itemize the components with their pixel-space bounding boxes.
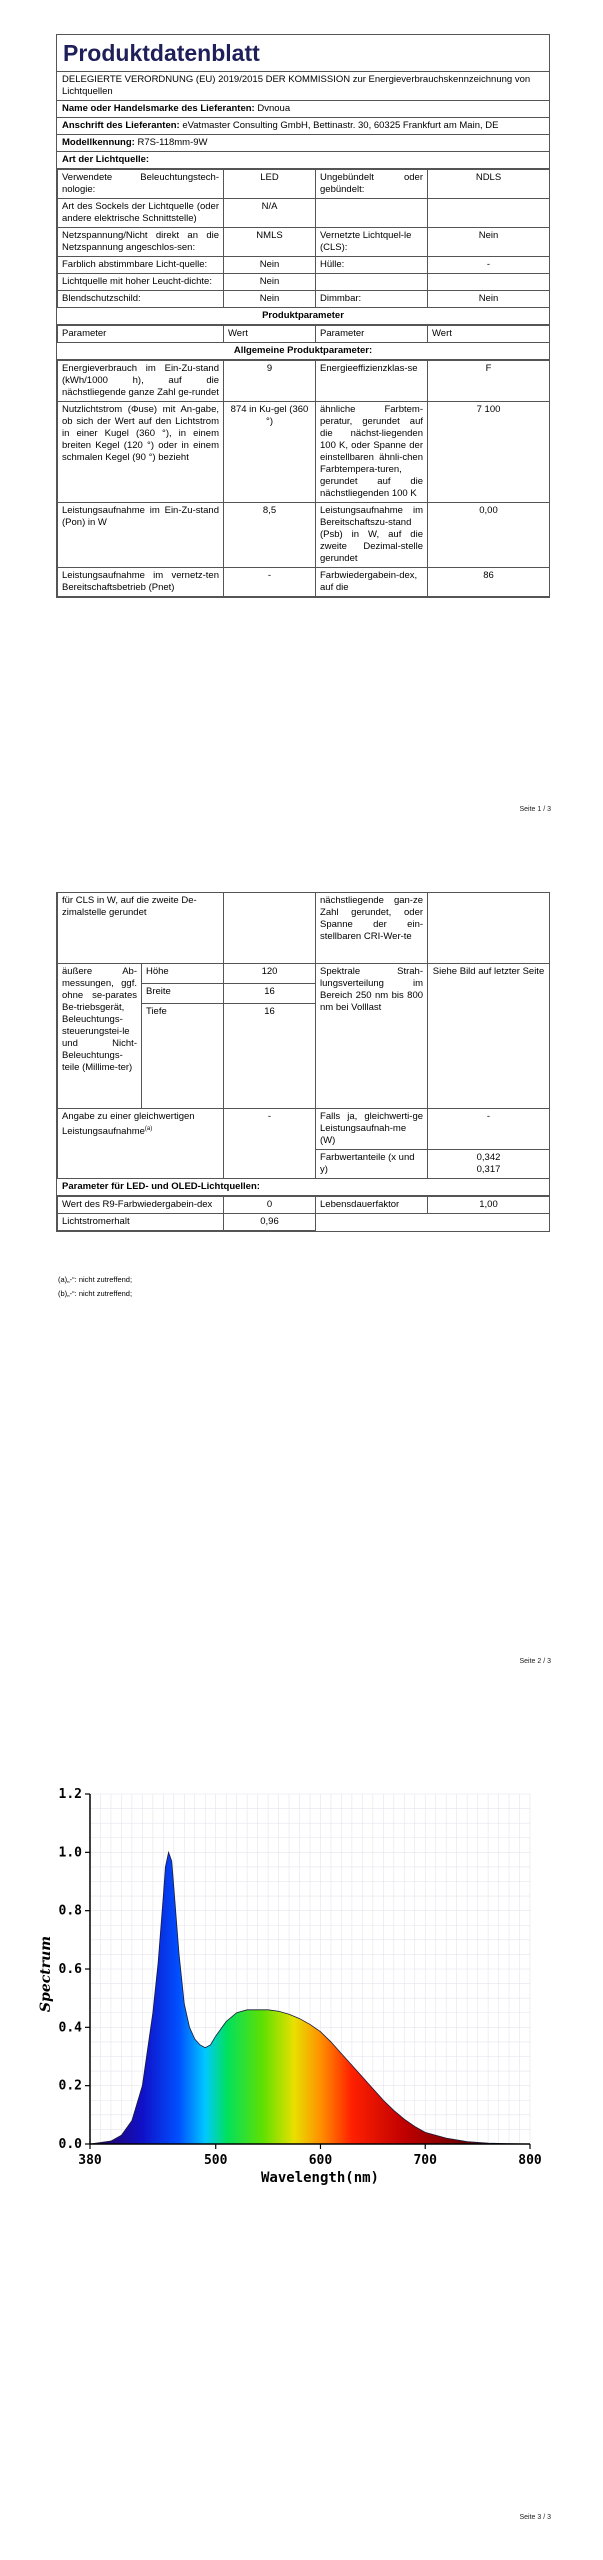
page-number: Seite 3 / 3 [519,2514,551,2521]
footnote-marker: (a) [144,1126,153,1132]
dimension-value: 16 [224,984,316,1004]
led-parameters-table [57,1196,550,1231]
row-value: Nein [224,274,316,291]
lumen-maintenance-value: 0,96 [224,1214,316,1231]
chromaticity-x: 0,342 [476,1152,501,1163]
equivalent-power-value: - [224,1109,316,1179]
claimed-power-label: Falls ja, gleichwerti-ge Leistungsaufnah-me (W) [316,1109,428,1150]
table-row [58,503,550,568]
table-row [58,1109,550,1150]
param-value: 86 [428,568,550,597]
chromaticity-label: Farbwertanteile (x und y) [316,1150,428,1179]
table-row [58,1214,550,1231]
y-tick-label: 0.8 [58,1903,82,1919]
dimensions-label: äußere Ab-messungen, ggf. ohne se-parates Be-triebsgerät, Beleuchtungs-steuerungstei-le und Nicht-Beleuchtungs-teile (Millime-ter) [58,964,142,1109]
row-value: NDLS [428,170,550,199]
y-tick-label: 0.6 [58,1962,82,1977]
led-parameters-header: Parameter für LED- und OLED-Lichtquellen: [57,1179,549,1196]
row-label: Ungebündelt oder gebündelt: [316,170,428,199]
x-tick-label: 600 [308,2153,333,2168]
lumen-maintenance-label: Lichtstromerhalt [58,1214,224,1231]
row-label: Farblich abstimmbare Licht-quelle: [58,257,224,274]
chromaticity-values [428,1150,550,1179]
footnote-a: (a)„-“: nicht zutreffend; [58,1275,133,1284]
dimension-name: Höhe [142,964,224,984]
param-label: Energieeffizienzklas-se [316,361,428,402]
table-row [58,964,550,984]
table-header-row [58,326,550,343]
model-value: R7S-118mm-9W [137,137,208,148]
param-value: 0,00 [428,503,550,568]
general-parameters-table [57,360,550,597]
general-parameters-header: Allgemeine Produktparameter: [57,343,549,360]
param-label: nächstliegende gan-ze Zahl gerundet, oder Spanne der ein-stellbaren CRI-Wer-te [316,893,428,964]
row-label [316,199,428,228]
row-value: Nein [224,291,316,308]
row-value: NMLS [224,228,316,257]
row-value: - [428,257,550,274]
table-row [58,199,550,228]
claimed-power-value: - [428,1109,550,1150]
supplier-line [57,101,549,118]
table-row [58,1197,550,1214]
param-label: Energieverbrauch im Ein-Zu-stand (kWh/1000 h), auf die nächstliegende ganze Zahl ge-rundet [58,361,224,402]
row-label: Netzspannung/Nicht direkt an die Netzspannung angeschlos-sen: [58,228,224,257]
survival-factor-value: 1,00 [428,1197,550,1214]
dimension-name: Tiefe [142,1004,224,1109]
param-label: Leistungsaufnahme im Ein-Zu-stand (Pon) in W [58,503,224,568]
datasheet-table-continued [56,892,550,1232]
row-value: Nein [224,257,316,274]
param-label: Leistungsaufnahme im Bereitschaftszu-stand (Psb) in W, auf die zweite Dezimal-stelle gerundet [316,503,428,568]
equivalent-power-label [58,1109,224,1179]
address-value: eVatmaster Consulting GmbH, Bettinastr. 30, 60325 Frankfurt am Main, DE [182,120,499,131]
row-value [428,199,550,228]
table-row [58,228,550,257]
r9-value: 0 [224,1197,316,1214]
param-label: Farbwiedergabein-dex, auf die [316,568,428,597]
x-tick-label: 700 [413,2153,437,2168]
param-value: 874 in Ku-gel (360 °) [224,402,316,503]
supplier-label: Name oder Handelsmarke des Lieferanten: [62,103,255,114]
param-value [428,893,550,964]
table-row [58,568,550,597]
row-value: Nein [428,228,550,257]
param-label: Nutzlichtstrom (Φuse) mit An-gabe, ob sich der Wert auf den Lichtstrom in einer Kugel (360 °), in einem breiten Kegel (120 °) oder in einem schmalen Kegel (90 °) bezieht [58,402,224,503]
param-value [224,893,316,964]
address-line [57,118,549,135]
param-label: für CLS in W, auf die zweite De-zimalstelle gerundet [58,893,224,964]
table-row [58,402,550,503]
y-tick-label: 0.2 [58,2078,82,2094]
type-label: Art der Lichtquelle: [62,154,150,165]
param-value: 7 100 [428,402,550,503]
row-label: Art des Sockels der Lichtquelle (oder andere elektrische Schnittstelle) [58,199,224,228]
y-axis-label: Spectrum [38,1935,54,2013]
row-label: Blendschutzschild: [58,291,224,308]
table-row [58,274,550,291]
x-tick-label: 500 [203,2153,228,2168]
parameter-column-headers [57,325,550,343]
y-tick-label: 1.0 [58,1845,82,1861]
x-tick-label: 380 [78,2153,102,2168]
spectral-value: Siehe Bild auf letzter Seite [428,964,550,1109]
column-header: Parameter [316,326,428,343]
row-label [316,274,428,291]
spectrum-chart [30,1774,550,2194]
table-row [58,361,550,402]
x-tick-label: 800 [518,2153,542,2168]
r9-label: Wert des R9-Farbwiedergabein-dex [58,1197,224,1214]
spectral-label: Spektrale Strah-lungsverteilung im Bereich 250 nm bis 800 nm bei Volllast [316,964,428,1109]
row-value [428,274,550,291]
column-header: Parameter [58,326,224,343]
datasheet-table [56,34,550,598]
page-number: Seite 1 / 3 [519,806,551,813]
row-label: Lichtquelle mit hoher Leucht-dichte: [58,274,224,291]
row-label: Vernetzte Lichtquel-le (CLS): [316,228,428,257]
dimension-name: Breite [142,984,224,1004]
page-title: Produktdatenblatt [57,35,549,72]
dimension-value: 120 [224,964,316,984]
y-tick-label: 0.0 [58,2137,82,2152]
row-value: N/A [224,199,316,228]
address-label: Anschrift des Lieferanten: [62,120,180,131]
column-header: Wert [428,326,550,343]
row-value: Nein [428,291,550,308]
page-1 [0,0,603,852]
y-tick-label: 0.4 [58,2020,82,2036]
product-parameters-header: Produktparameter [57,308,549,325]
row-label: Verwendete Beleuchtungstech-nologie: [58,170,224,199]
page-2 [0,852,603,1704]
model-line [57,135,549,152]
continuation-table [57,892,550,1179]
type-line [57,152,549,169]
table-row [58,170,550,199]
dimension-value: 16 [224,1004,316,1109]
page-number: Seite 2 / 3 [519,1658,551,1665]
survival-factor-label: Lebensdauerfaktor [316,1197,428,1214]
chromaticity-y: 0,317 [476,1164,501,1175]
param-label: ähnliche Farbtem-peratur, gerundet auf die nächst-liegenden 100 K, oder Spanne der einstellbaren ähnli-chen Farbtempera-turen, gerundet auf die nächstliegenden 100 K [316,402,428,503]
regulation-intro: DELEGIERTE VERORDNUNG (EU) 2019/2015 DER KOMMISSION zur Energieverbrauchskennzeichnung von Lichtquellen [57,72,549,101]
x-axis-label: Wavelength(nm) [260,2170,380,2186]
param-value: 9 [224,361,316,402]
column-header: Wert [224,326,316,343]
y-tick-label: 1.2 [58,1787,82,1802]
param-label: Leistungsaufnahme im vernetz-ten Bereitschaftsbetrieb (Pnet) [58,568,224,597]
model-label: Modellkennung: [62,137,135,148]
equivalent-power-text: Angabe zu einer gleichwertigen Leistungsaufnahme [62,1111,195,1138]
table-row [58,291,550,308]
table-row [58,893,550,964]
page-3 [0,1704,603,2560]
row-label: Dimmbar: [316,291,428,308]
footnote-b: (b)„-“: nicht zutreffend; [58,1289,133,1298]
supplier-value: Dvnoua [257,103,291,114]
param-value: 8,5 [224,503,316,568]
param-value: - [224,568,316,597]
row-value: LED [224,170,316,199]
param-value: F [428,361,550,402]
table-row [58,257,550,274]
light-source-type-table [57,169,550,308]
row-label: Hülle: [316,257,428,274]
